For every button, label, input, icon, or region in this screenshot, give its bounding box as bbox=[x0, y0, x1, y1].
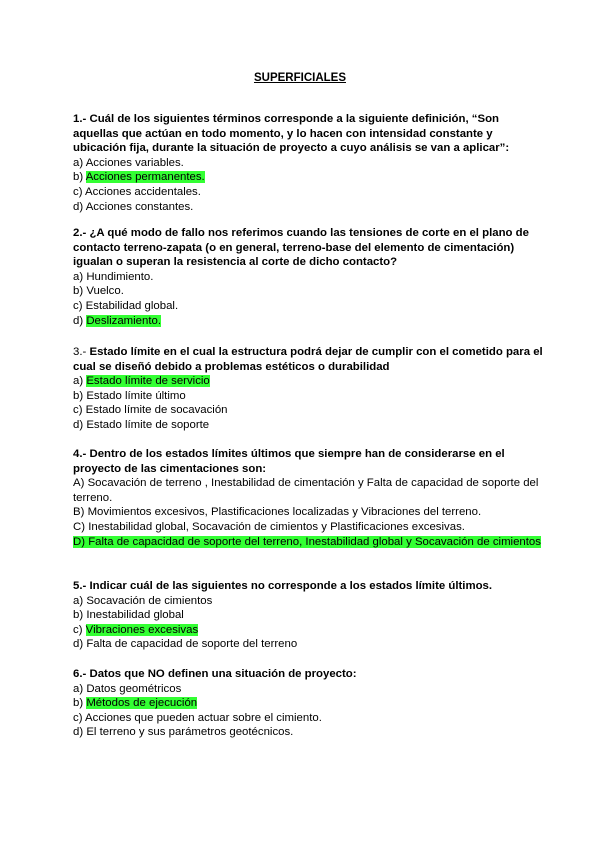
question-5 bbox=[73, 579, 543, 652]
question-text: 3.- Estado límite en el cual la estructura podrá dejar de cumplir con el cometido para el cual se diseñó debido a problemas estéticos o durabilidad bbox=[73, 346, 543, 373]
option-a-correct: a) Estado límite de servicio bbox=[73, 375, 210, 388]
question-text: 5.- Indicar cuál de las siguientes no corresponde a los estados límite últimos. bbox=[73, 580, 493, 592]
option-a: A) Socavación de terreno , Inestabilidad de cimentación y Falta de capacidad de soporte del terreno. bbox=[73, 477, 539, 504]
option-d-correct bbox=[73, 535, 543, 550]
option-d-correct: d) Deslizamiento. bbox=[73, 314, 162, 327]
option-d: d) Estado límite de soporte bbox=[73, 418, 210, 431]
highlighted-answer: Métodos de ejecución bbox=[86, 697, 198, 710]
question-text: 6.- Datos que NO definen una situación de proyecto: bbox=[73, 668, 357, 680]
option-a: a) Acciones variables. bbox=[73, 156, 184, 169]
option-a: a) Hundimiento. bbox=[73, 270, 154, 283]
option-b: B) Movimientos excesivos, Plastificaciones localizadas y Vibraciones del terreno. bbox=[73, 506, 482, 519]
option-a: a) Socavación de cimientos bbox=[73, 594, 213, 607]
option-b: b) Estado límite último bbox=[73, 389, 186, 402]
option-d: d) Falta de capacidad de soporte del terreno bbox=[73, 638, 298, 651]
highlighted-answer: D) Falta de capacidad de soporte del terreno, Inestabilidad global y Socavación de cimientos bbox=[73, 535, 541, 548]
option-c: c) Acciones accidentales. bbox=[73, 185, 201, 198]
option-c: c) Acciones que pueden actuar sobre el cimiento. bbox=[73, 711, 322, 724]
option-c-correct: c) Vibraciones excesivas bbox=[73, 623, 199, 636]
question-4 bbox=[73, 447, 543, 549]
question-6 bbox=[73, 667, 543, 740]
option-b-correct: b) Métodos de ejecución bbox=[73, 697, 198, 710]
option-c: C) Inestabilidad global, Socavación de cimientos y Plastificaciones excesivas. bbox=[73, 520, 465, 533]
question-2 bbox=[73, 226, 543, 328]
option-a: a) Datos geométricos bbox=[73, 682, 182, 695]
option-d: d) El terreno y sus parámetros geotécnicos. bbox=[73, 726, 294, 739]
option-b: b) Inestabilidad global bbox=[73, 609, 184, 622]
question-text: 2.- ¿A qué modo de fallo nos referimos cuando las tensiones de corte en el plano de contacto terreno-zapata (o en general, terreno-base del elemento de cimentación) igualan o superan la resistencia al corte de dicho contacto? bbox=[73, 227, 529, 269]
option-c: c) Estabilidad global. bbox=[73, 299, 179, 312]
highlighted-answer: Estado límite de servicio bbox=[86, 375, 210, 388]
highlighted-answer: Vibraciones excesivas bbox=[85, 623, 199, 636]
option-d: d) Acciones constantes. bbox=[73, 200, 194, 213]
highlighted-answer: Deslizamiento. bbox=[86, 314, 162, 327]
question-text: 1.- Cuál de los siguientes términos corresponde a la siguiente definición, “Son aquellas que actúan en todo momento, y lo hacen con intensidad constante y ubicación fija, durante la situación de proyecto a cuyo análisis se van a aplicar”: bbox=[73, 113, 510, 155]
option-b-correct: b) Acciones permanentes. bbox=[73, 171, 205, 184]
question-1 bbox=[73, 112, 543, 214]
page-title: SUPERFICIALES bbox=[253, 72, 346, 84]
question-text: 4.- Dentro de los estados límites últimos que siempre han de considerarse en el proyecto de las cimentaciones son: bbox=[73, 448, 505, 475]
option-c: c) Estado límite de socavación bbox=[73, 404, 228, 417]
question-3 bbox=[73, 345, 543, 433]
highlighted-answer: Acciones permanentes. bbox=[85, 171, 205, 184]
option-b: b) Vuelco. bbox=[73, 285, 124, 298]
